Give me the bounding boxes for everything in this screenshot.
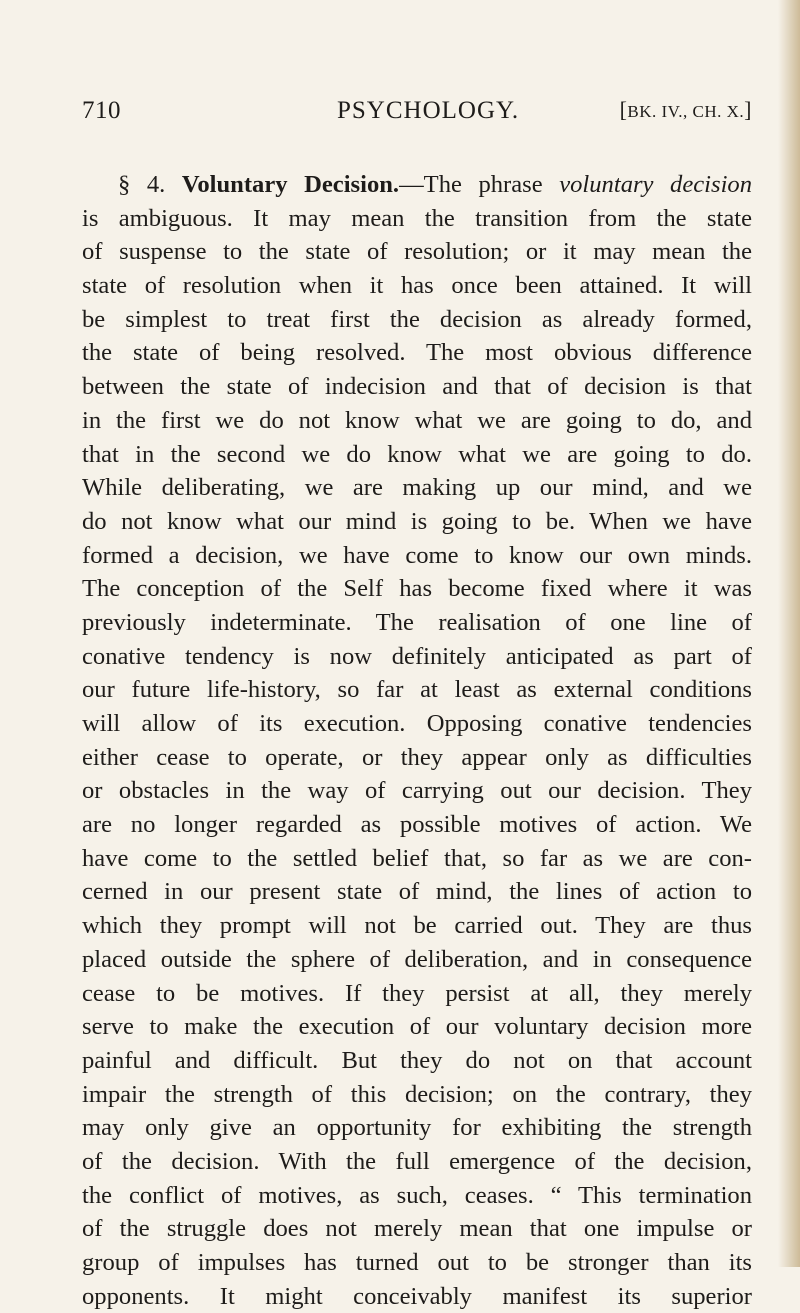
body-text (82, 168, 752, 1313)
text-line: either cease to operate, or they appear only as difficulties (82, 743, 752, 771)
text-line: between the state of indecision and that of decision is that (82, 373, 752, 401)
intro-text: —The phrase (399, 171, 543, 198)
text-line: be simplest to treat first the decision as already formed, (82, 305, 752, 333)
section-number: § 4. (118, 171, 166, 198)
text-line: our future life-history, so far at least as external conditions (82, 676, 752, 704)
text-line: in the first we do not know what we are going to do, and (82, 406, 752, 434)
text-line: will allow of its execution. Opposing conative tendencies (82, 710, 752, 737)
page-number: 710 (82, 97, 121, 124)
running-title: PSYCHOLOGY. (337, 97, 520, 124)
text-line: are no longer regarded as possible motives of action. We (82, 811, 752, 839)
text-line: serve to make the execution of our voluntary decision more (82, 1013, 752, 1041)
paragraph-lines (82, 202, 752, 1313)
text-line: painful and difficult. But they do not on that account (82, 1046, 752, 1074)
text-line: formed a decision, we have come to know our own minds. (82, 541, 752, 569)
text-line: group of impulses has turned out to be stronger than its (82, 1249, 752, 1276)
text-line: impair the strength of this decision; on the contrary, they (82, 1080, 752, 1108)
text-line: which they prompt will not be carried out. They are thus (82, 912, 752, 940)
text-line: is ambiguous. It may mean the transition from the state (82, 204, 752, 232)
text-line: of suspense to the state of resolution; or it may mean the (82, 238, 752, 266)
text-line: While deliberating, we are making up our mind, and we (82, 474, 752, 502)
text-line: The conception of the Self has become fixed where it was (82, 575, 752, 603)
running-header (82, 97, 752, 137)
section-reference: [BK. IV., CH. X.] (619, 97, 752, 122)
text-line: placed outside the sphere of deliberation, and in consequence (82, 945, 752, 973)
text-line: the state of being resolved. The most obvious difference (82, 339, 752, 367)
text-line: do not know what our mind is going to be. When we have (82, 507, 752, 535)
text-line: cerned in our present state of mind, the lines of action to (82, 878, 752, 906)
text-line: opponents. It might conceivably manifest its superior (82, 1282, 752, 1310)
text-line: that in the second we do know what we are going to do. (82, 440, 752, 468)
text-line: or obstacles in the way of carrying out our decision. They (82, 777, 752, 805)
italic-term: voluntary decision (559, 171, 752, 198)
text-line: previously indeterminate. The realisation of one line of (82, 608, 752, 636)
section-heading: Voluntary Decision. (181, 171, 400, 198)
page-edge-shadow (778, 0, 800, 1267)
text-line: the conflict of motives, as such, ceases. “ This termination (82, 1181, 752, 1209)
text-line: cease to be motives. If they persist at all, they merely (82, 979, 752, 1007)
text-line: conative tendency is now definitely anticipated as part of (82, 642, 752, 670)
paragraph-first-line (82, 168, 752, 202)
text-line: of the struggle does not merely mean that one impulse or (82, 1215, 752, 1243)
text-line: have come to the settled belief that, so far as we are con- (82, 844, 752, 872)
text-line: of the decision. With the full emergence of the decision, (82, 1147, 752, 1175)
text-line: may only give an opportunity for exhibiting the strength (82, 1114, 752, 1142)
text-line: state of resolution when it has once been attained. It will (82, 272, 752, 300)
